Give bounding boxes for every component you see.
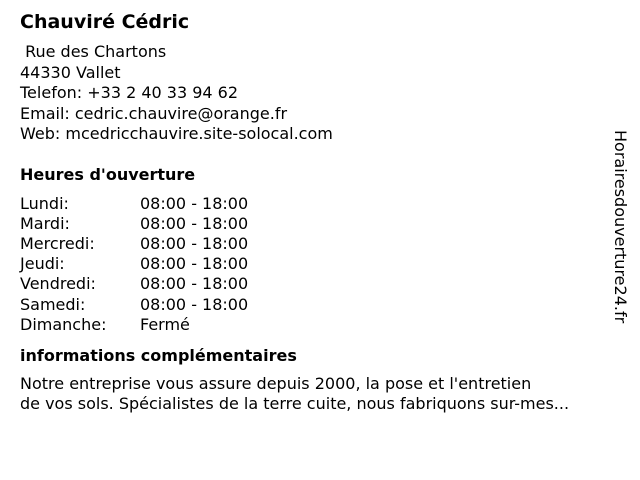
day-label: Lundi: (20, 193, 69, 213)
time-value: 08:00 - 18:00 (140, 193, 249, 213)
hours-row-wednesday (20, 234, 620, 254)
time-value: 08:00 - 18:00 (140, 254, 249, 274)
info-line-2: de vos sols. Spécialistes de la terre cuite, nous fabriquons sur-mes... (20, 394, 570, 414)
day-label: Dimanche: (20, 314, 107, 334)
hours-table (20, 194, 620, 335)
hours-row-monday (20, 194, 620, 214)
day-label: Vendredi: (20, 274, 96, 294)
site-brand-vertical: Horairesdouverture24.fr (611, 130, 630, 324)
time-value: 08:00 - 18:00 (140, 213, 249, 233)
business-card (20, 10, 620, 415)
email-line: Email: cedric.chauvire@orange.fr (20, 103, 288, 123)
hours-row-friday (20, 274, 620, 294)
info-line-1: Notre entreprise vous assure depuis 2000, la pose et l'entretien (20, 373, 532, 393)
hours-row-sunday (20, 315, 620, 335)
hours-row-tuesday (20, 214, 620, 234)
time-value: Fermé (140, 314, 190, 334)
day-label: Mercredi: (20, 233, 95, 253)
time-value: 08:00 - 18:00 (140, 233, 249, 253)
day-label: Jeudi: (20, 254, 65, 274)
day-label: Samedi: (20, 294, 86, 314)
info-title: informations complémentaires (20, 345, 297, 365)
day-label: Mardi: (20, 213, 70, 233)
time-value: 08:00 - 18:00 (140, 294, 249, 314)
hours-row-thursday (20, 254, 620, 274)
info-text (20, 374, 630, 415)
hours-title: Heures d'ouverture (20, 164, 196, 184)
hours-row-saturday (20, 295, 620, 315)
city-postal: 44330 Vallet (20, 62, 121, 82)
time-value: 08:00 - 18:00 (140, 274, 249, 294)
phone-line: Telefon: +33 2 40 33 94 62 (20, 83, 239, 102)
business-name: Chauviré Cédric (20, 11, 190, 33)
street-address: Rue des Chartons (20, 42, 167, 61)
web-line: Web: mcedricchauvire.site-solocal.com (20, 124, 333, 143)
